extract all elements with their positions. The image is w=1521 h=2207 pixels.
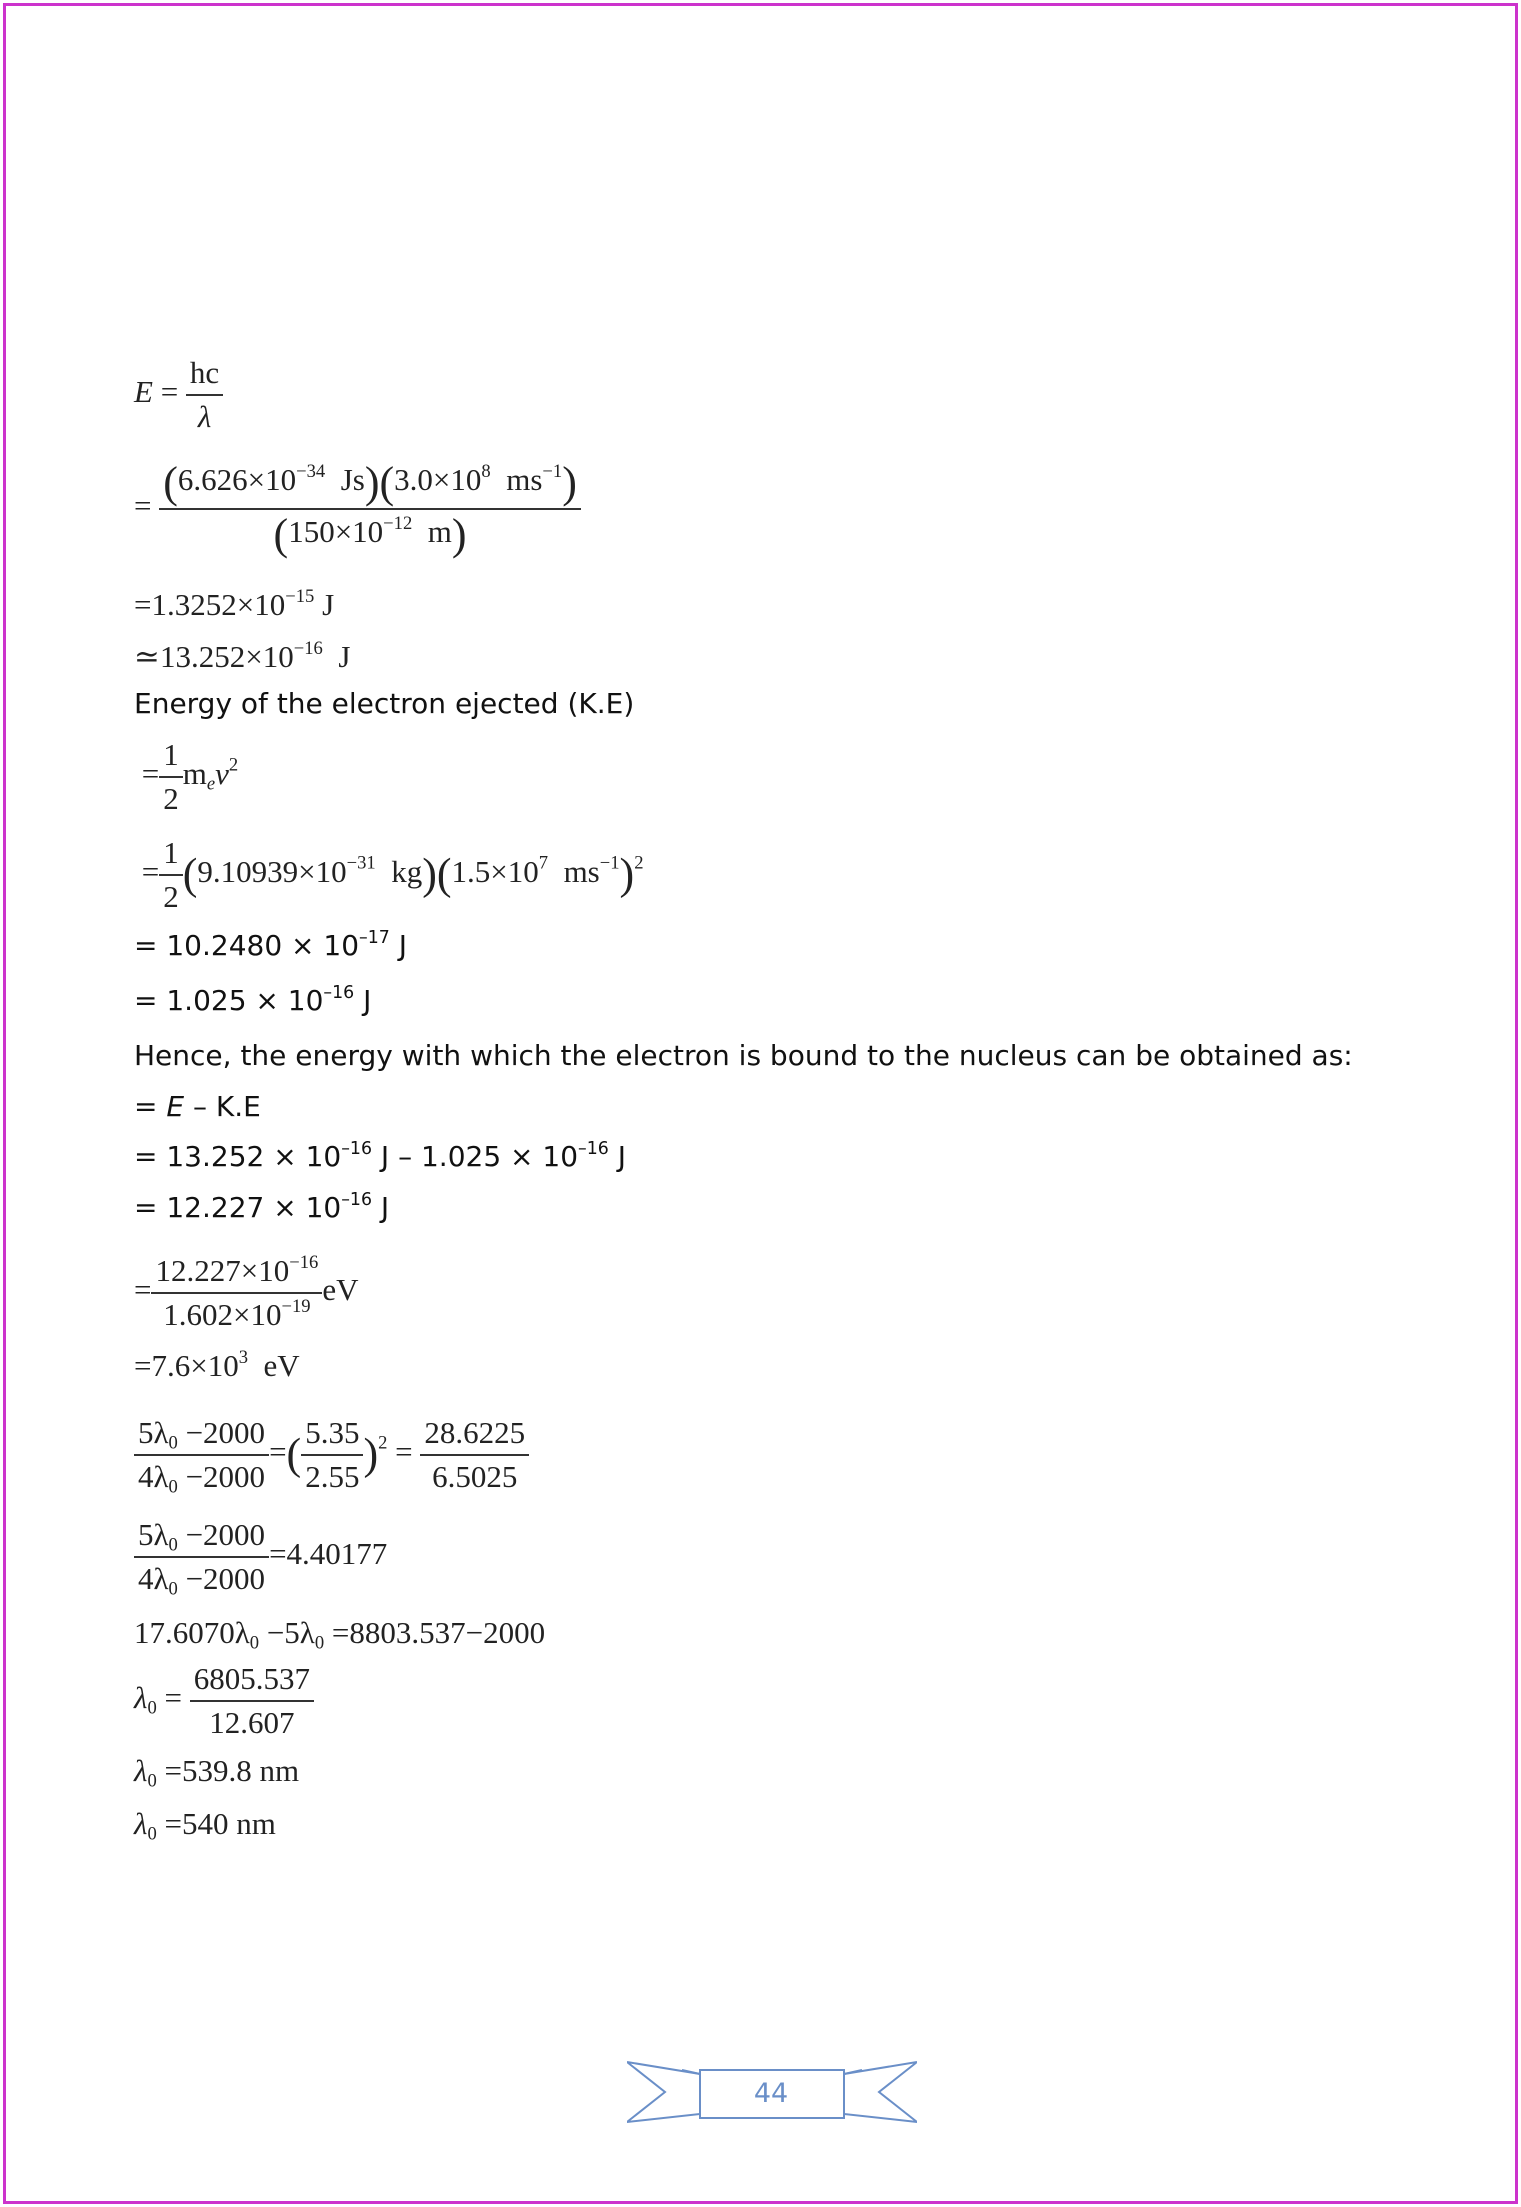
fraction-hc-over-lambda [186,355,223,434]
equation-wavelength-linear: $17.6070\lambda_0 -5\lambda_0 =8803.537-2000$ [134,1615,546,1654]
fraction-wavelength: $\frac{5\lambda_0 -2000}{4\lambda_0 -2000}$ [134,1415,269,1494]
ke-value-1: = $10.2480 \times 10^{-17}$ J [134,927,407,962]
fraction-lambda: $\frac{6805.537}{12.607}$ [190,1661,314,1740]
equation-wavelength-ratio: $\frac{5\lambda_0 -2000}{4\lambda_0 -2000}$ =( $\frac{5.35}{2.55}$ )$^2$ = $\frac{28.6225}{6.5025}$ [134,1415,529,1494]
equation-wavelength-ratio-2: $\frac{5\lambda_0 -2000}{4\lambda_0 -2000}$ =4.40177 [134,1517,387,1596]
equation-ke-formula: = $\frac{1}{2}$ $m_ev^2$ [134,737,239,816]
ke-value-2: = $1.025 \times 10^{-16}$ J [134,982,372,1017]
equation-lambda-fraction: $\lambda_0$ = $\frac{6805.537}{12.607}$ [134,1661,314,1740]
binding-energy-result: = $12.227 \times 10^{-16}$ J [134,1189,390,1224]
energy-symbol: E [134,373,153,409]
ke-heading: Energy of the electron ejected (K.E) [134,687,635,720]
equation-energy-result-1: $=1.3252\times 10^{-15}$ J [134,585,335,622]
fraction-substitution [159,458,581,559]
equation-energy-formula: E = $\frac{hc}{\lambda}$ [134,355,223,434]
fraction-ratio: $\frac{5.35}{2.55}$ [301,1415,363,1494]
fraction-half: $\frac{1}{2}$ [159,835,183,914]
binding-energy-substitution: = $13.252 \times 10^{-16}$ $J - 1.025 \times 10^{-16}$ J [134,1138,626,1173]
denominator: ($150\times 10^{-12}$ m) [273,510,467,559]
numerator: hc [186,355,223,396]
fraction-rhs: $\frac{28.6225}{6.5025}$ [420,1415,529,1494]
fraction-joule-to-ev: $\frac{12.227\times 10^{-16}}{1.602\times 10^{-19}}$ [151,1253,322,1332]
equation-lambda-result-2: $\lambda_0 =540$ nm [134,1806,276,1845]
equation-ev-result: $=7.6\times 10^3$ eV [134,1346,300,1383]
equation-ke-substitution: = $\frac{1}{2}$ ($9.10939\times 10^{-31}$ $kg)(1.5\times 10^7$ $ms^{-1})^2$ [134,835,644,914]
equation-lambda-result-1: $\lambda_0 =539.8$ nm [134,1753,300,1792]
fraction-wavelength: $\frac{5\lambda_0 -2000}{4\lambda_0 -2000}$ [134,1517,269,1596]
equation-energy-result-2: $≃13.252\times 10^{-16}$ J [134,637,351,674]
denominator: λ [197,398,212,434]
fraction-half: $\frac{1}{2}$ [159,737,183,816]
equation-ev-conversion: = $\frac{12.227\times 10^{-16}}{1.602\times 10^{-19}}$ eV [134,1251,359,1332]
binding-energy-formula: = E – K.E [134,1090,261,1123]
numerator: ($6.626\times 10^{-34}$ $Js)(3.0\times 10^8$ $ms^{-1}$) [159,461,581,510]
page-number: 44 [753,2078,789,2109]
binding-energy-intro: Hence, the energy with which the electron is bound to the nucleus can be obtained as: [134,1039,1353,1072]
equation-energy-substitution: = $\frac{(6.626\times 10^{-34} Js)(3.0\times 10^8 ms^{-1})}{(150\times 10^{-12} m)}$ [134,461,581,557]
